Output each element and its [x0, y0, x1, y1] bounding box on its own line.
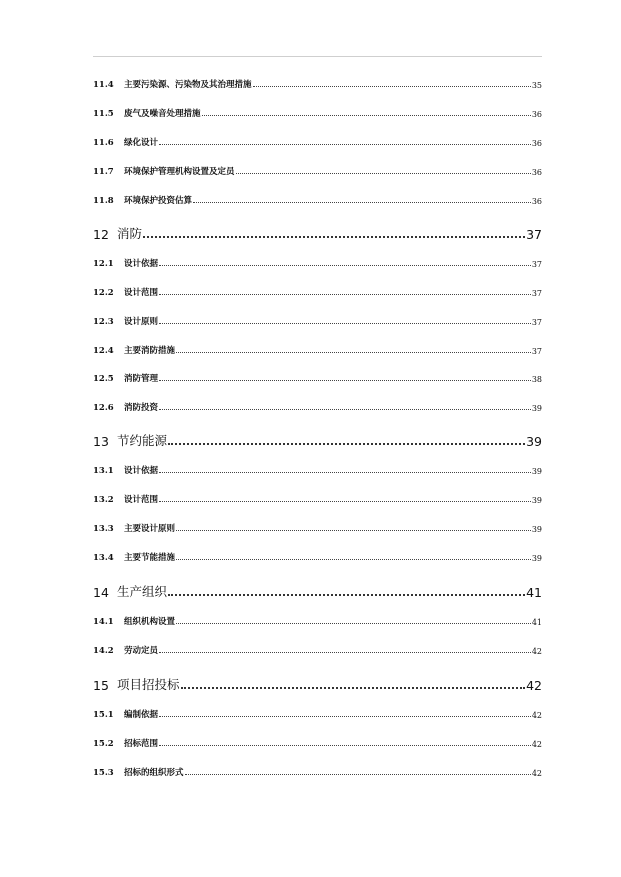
- toc-entry-page: 41: [531, 618, 542, 627]
- toc-entry[interactable]: [93, 74, 542, 90]
- toc-entry-number: 15.2: [93, 739, 114, 749]
- toc-leader-dots: [159, 380, 531, 381]
- toc-entry-number: 12.1: [93, 259, 114, 269]
- toc-entry-page: 37: [531, 347, 542, 356]
- toc-entry-page: 42: [531, 740, 542, 749]
- toc-leader-dots: [168, 443, 525, 445]
- toc-entry-title: 废气及噪音处理措施: [124, 109, 201, 119]
- toc-entry-page: 39: [531, 467, 542, 476]
- toc-entry[interactable]: [93, 460, 542, 476]
- toc-leader-dots: [159, 265, 531, 266]
- toc-entry-title: 编制依据: [124, 710, 159, 720]
- toc-entry-page: 39: [526, 434, 542, 449]
- toc-entry-number: 12.5: [93, 374, 114, 384]
- toc-entry-title: 主要设计原则: [124, 524, 176, 534]
- toc-entry-title: 主要污染源、污染物及其治理措施: [124, 80, 252, 90]
- toc-entry[interactable]: [93, 253, 542, 269]
- toc-entry-title: 生产组织: [117, 584, 168, 599]
- toc-chapter-entry[interactable]: [93, 429, 542, 449]
- toc-entry-title: 招标范围: [124, 739, 159, 749]
- toc-entry-title: 设计依据: [124, 259, 159, 269]
- toc-entry-number: 12.2: [93, 288, 114, 298]
- toc-entry-number: 15.3: [93, 768, 114, 778]
- toc-entry-page: 39: [531, 525, 542, 534]
- toc-entry-page: 42: [531, 769, 542, 778]
- toc-entry-number: 12.3: [93, 317, 114, 327]
- toc-entry-title: 环境保护投资估算: [124, 196, 193, 206]
- toc-entry-title: 设计范围: [124, 495, 159, 505]
- toc-entry-title: 主要消防措施: [124, 346, 176, 356]
- toc-entry[interactable]: [93, 704, 542, 720]
- toc-entry[interactable]: [93, 311, 542, 327]
- toc-entry-page: 41: [526, 585, 542, 600]
- toc-entry-number: 13.1: [93, 466, 114, 476]
- toc-entry-page: 36: [531, 139, 542, 148]
- toc-entry[interactable]: [93, 547, 542, 563]
- toc-entry-number: 15: [93, 678, 109, 693]
- toc-chapter-entry[interactable]: [93, 673, 542, 693]
- toc-entry-number: 12.4: [93, 346, 114, 356]
- toc-entry-title: 主要节能措施: [124, 553, 176, 563]
- toc-entry[interactable]: [93, 733, 542, 749]
- toc-entry-page: 37: [526, 227, 542, 242]
- toc-entry-page: 36: [531, 168, 542, 177]
- toc-entry-page: 39: [531, 404, 542, 413]
- toc-leader-dots: [181, 687, 526, 689]
- toc-entry-title: 设计原则: [124, 317, 159, 327]
- toc-leader-dots: [185, 774, 531, 775]
- toc-entry-number: 12.6: [93, 403, 114, 413]
- toc-leader-dots: [159, 144, 531, 145]
- toc-entry-title: 绿化设计: [124, 138, 159, 148]
- toc-leader-dots: [202, 115, 531, 116]
- toc-entry-number: 13.4: [93, 553, 114, 563]
- toc-entry[interactable]: [93, 397, 542, 413]
- toc-leader-dots: [159, 472, 531, 473]
- toc-entry[interactable]: [93, 103, 542, 119]
- toc-entry-title: 设计依据: [124, 466, 159, 476]
- toc-entry-number: 11.8: [93, 196, 114, 206]
- toc-leader-dots: [159, 409, 531, 410]
- toc-leader-dots: [159, 745, 531, 746]
- toc-chapter-entry[interactable]: [93, 580, 542, 600]
- toc-leader-dots: [159, 294, 531, 295]
- toc-leader-dots: [159, 501, 531, 502]
- toc-entry-number: 11.5: [93, 109, 114, 119]
- toc-entry-title: 组织机构设置: [124, 617, 176, 627]
- toc-entry-page: 37: [531, 260, 542, 269]
- toc-entry-title: 项目招投标: [117, 677, 180, 692]
- toc-entry-number: 13: [93, 434, 109, 449]
- toc-entry-number: 13.3: [93, 524, 114, 534]
- toc-entry-number: 14: [93, 585, 109, 600]
- toc-entry-page: 38: [531, 375, 542, 384]
- toc-entry-page: 39: [531, 554, 542, 563]
- toc-entry-number: 14.2: [93, 646, 114, 656]
- toc-entry[interactable]: [93, 161, 542, 177]
- toc-entry-number: 14.1: [93, 617, 114, 627]
- toc-leader-dots: [253, 86, 531, 87]
- toc-entry-title: 招标的组织形式: [124, 768, 184, 778]
- toc-entry-page: 35: [531, 81, 542, 90]
- toc-leader-dots: [176, 530, 531, 531]
- toc-leader-dots: [176, 559, 531, 560]
- toc-entry-title: 设计范围: [124, 288, 159, 298]
- toc-entry[interactable]: [93, 640, 542, 656]
- toc-entry-page: 37: [531, 289, 542, 298]
- toc-entry-number: 11.4: [93, 80, 114, 90]
- toc-entry-number: 12: [93, 227, 109, 242]
- toc-entry-title: 劳动定员: [124, 646, 159, 656]
- toc-entry-number: 11.7: [93, 167, 114, 177]
- toc-leader-dots: [159, 716, 531, 717]
- toc-entry-page: 42: [531, 711, 542, 720]
- toc-entry-page: 37: [531, 318, 542, 327]
- toc-leader-dots: [193, 202, 531, 203]
- toc-entry-page: 36: [531, 110, 542, 119]
- toc-entry[interactable]: [93, 762, 542, 778]
- toc-entry[interactable]: [93, 489, 542, 505]
- toc-entry-number: 13.2: [93, 495, 114, 505]
- toc-entry[interactable]: [93, 518, 542, 534]
- toc-leader-dots: [176, 623, 531, 624]
- toc-entry-page: 42: [526, 678, 542, 693]
- toc-entry-title: 消防: [117, 226, 143, 241]
- toc-entry-title: 消防管理: [124, 374, 159, 384]
- toc-entry-page: 42: [531, 647, 542, 656]
- toc-entry[interactable]: [93, 368, 542, 384]
- toc-entry[interactable]: [93, 611, 542, 627]
- toc-entry-page: 36: [531, 197, 542, 206]
- toc-entry-title: 消防投资: [124, 403, 159, 413]
- toc-entry-number: 11.6: [93, 138, 114, 148]
- toc-chapter-entry[interactable]: [93, 222, 542, 242]
- toc-leader-dots: [159, 323, 531, 324]
- toc-leader-dots: [159, 652, 531, 653]
- toc-entry-title: 环境保护管理机构设置及定员: [124, 167, 235, 177]
- toc-leader-dots: [143, 236, 525, 238]
- toc-entry-page: 39: [531, 496, 542, 505]
- toc-leader-dots: [176, 352, 531, 353]
- header-rule: [93, 56, 542, 57]
- toc-entry[interactable]: [93, 132, 542, 148]
- toc-entry-title: 节约能源: [117, 433, 168, 448]
- toc-entry[interactable]: [93, 282, 542, 298]
- toc-entry[interactable]: [93, 340, 542, 356]
- toc-leader-dots: [236, 173, 531, 174]
- toc-entry[interactable]: [93, 190, 542, 206]
- toc-leader-dots: [168, 594, 525, 596]
- toc-entry-number: 15.1: [93, 710, 114, 720]
